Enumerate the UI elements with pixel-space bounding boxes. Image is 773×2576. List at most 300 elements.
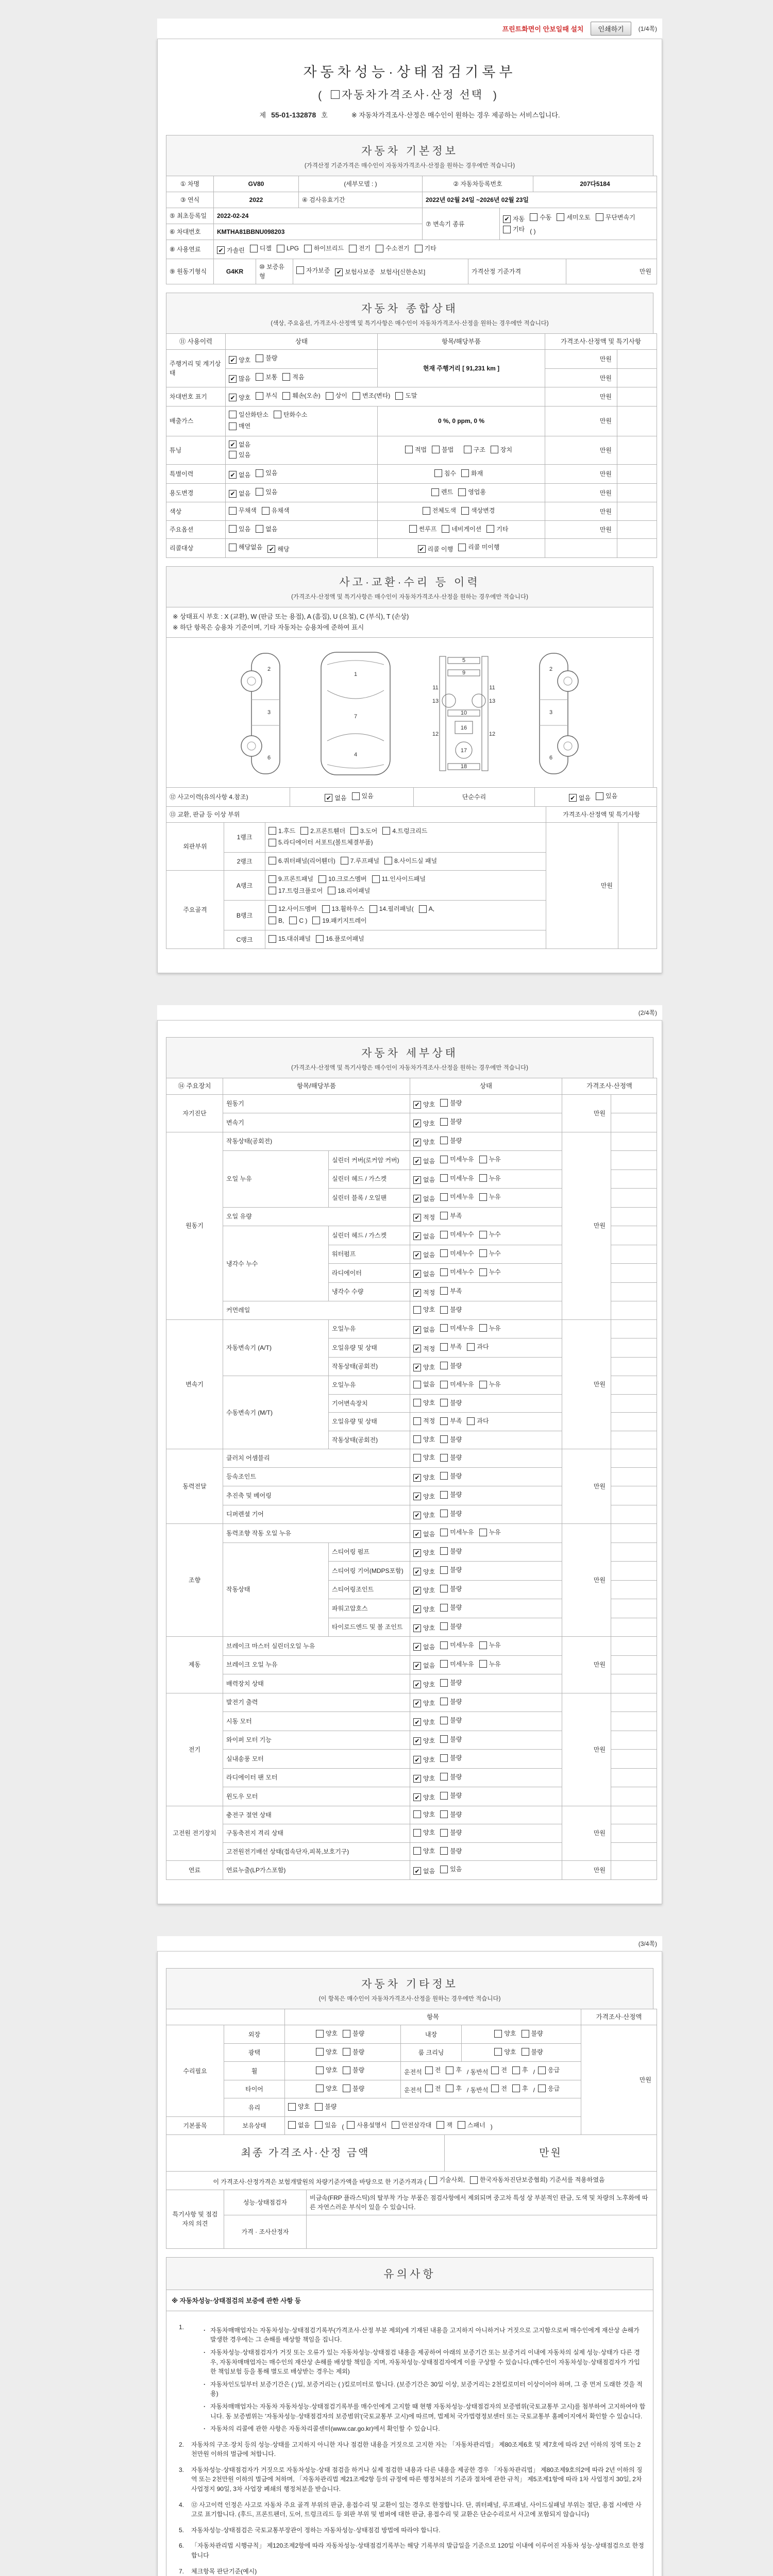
checkbox[interactable]: ✔ bbox=[413, 1512, 421, 1519]
label-cell: 클러치 어셈블리 bbox=[223, 1449, 410, 1468]
checkbox-option bbox=[503, 225, 525, 234]
checkbox-label: 양호 bbox=[423, 1829, 435, 1836]
checkbox[interactable]: ✔ bbox=[229, 356, 237, 364]
checkbox[interactable] bbox=[229, 411, 237, 418]
checkbox[interactable] bbox=[440, 1566, 448, 1574]
checkbox-label: 양호 bbox=[423, 1120, 435, 1127]
checkbox[interactable] bbox=[491, 446, 498, 453]
checkbox[interactable] bbox=[343, 2084, 350, 2092]
checkbox[interactable] bbox=[256, 469, 263, 477]
checkbox-label: 부족 bbox=[450, 1212, 462, 1219]
checkbox[interactable] bbox=[382, 827, 390, 835]
checkbox[interactable] bbox=[440, 1231, 448, 1239]
checkbox[interactable]: ✔ bbox=[413, 1364, 421, 1371]
checkbox[interactable] bbox=[440, 1792, 448, 1800]
checkbox[interactable] bbox=[479, 1174, 487, 1182]
section-note: (색상, 주요옵션, 가격조사·산정액 및 특기사항은 매수인이 자동차가격조사·산정을 원하는 경우에만 적습니다) bbox=[271, 320, 549, 327]
checkbox[interactable] bbox=[288, 2121, 296, 2129]
checkbox-label: 누유 bbox=[489, 1381, 501, 1388]
label-cell bbox=[611, 1806, 657, 1824]
checkbox[interactable] bbox=[341, 857, 348, 865]
checkbox[interactable] bbox=[530, 213, 537, 221]
checkbox[interactable] bbox=[316, 935, 324, 943]
checkbox[interactable] bbox=[268, 827, 276, 835]
checkbox[interactable] bbox=[596, 792, 603, 800]
checkbox[interactable] bbox=[440, 1510, 448, 1517]
checkbox[interactable] bbox=[446, 2066, 453, 2074]
checkbox-label: 양호 bbox=[423, 1474, 435, 1481]
label-cell bbox=[611, 1151, 657, 1170]
checkbox[interactable] bbox=[288, 2103, 296, 2111]
checkbox[interactable] bbox=[413, 1454, 421, 1462]
checkbox-option bbox=[331, 87, 483, 102]
label-cell: 만원 bbox=[545, 483, 617, 502]
checkbox[interactable]: ✔ bbox=[413, 1530, 421, 1538]
checkbox-label: 탄화수소 bbox=[283, 411, 308, 418]
checkbox[interactable] bbox=[479, 1231, 487, 1239]
checkbox[interactable]: ✔ bbox=[217, 246, 225, 254]
checkbox-option bbox=[503, 214, 525, 224]
checkbox[interactable]: ✔ bbox=[413, 1214, 421, 1222]
checkbox[interactable] bbox=[440, 1156, 448, 1163]
checkbox[interactable]: ✔ bbox=[413, 1474, 421, 1482]
checkbox[interactable] bbox=[369, 905, 377, 913]
checkbox[interactable] bbox=[315, 2103, 323, 2111]
checkbox[interactable] bbox=[429, 2176, 437, 2184]
label-cell: 내장 bbox=[401, 2025, 462, 2044]
checkbox-option bbox=[440, 1810, 462, 1819]
checkbox[interactable] bbox=[440, 1847, 448, 1855]
checkbox-label: 양호 bbox=[504, 2048, 516, 2056]
checkbox[interactable] bbox=[413, 1417, 421, 1425]
checkbox[interactable] bbox=[440, 1641, 448, 1649]
checkbox-option bbox=[413, 1642, 435, 1652]
checkbox[interactable] bbox=[425, 2066, 433, 2074]
checkbox[interactable] bbox=[328, 887, 335, 894]
checkbox[interactable] bbox=[479, 1529, 487, 1536]
inline-text: / bbox=[533, 2087, 535, 2094]
checkbox[interactable] bbox=[413, 1399, 421, 1406]
checkbox[interactable] bbox=[331, 90, 340, 99]
label-cell: ⑦ 변속기 종류 bbox=[423, 208, 500, 240]
checkbox[interactable]: ✔ bbox=[413, 1195, 421, 1202]
checkbox-label: 침수 bbox=[444, 469, 456, 477]
label-cell: 작동상태 bbox=[223, 1543, 329, 1637]
checkbox[interactable]: ✔ bbox=[413, 1101, 421, 1109]
checkbox[interactable] bbox=[256, 392, 263, 400]
status-cell bbox=[410, 1376, 562, 1395]
checkbox[interactable] bbox=[440, 1343, 448, 1351]
checkbox-label: 미세누수 bbox=[450, 1231, 474, 1238]
checkbox-label: 불량 bbox=[450, 1306, 462, 1313]
checkbox[interactable]: ✔ bbox=[413, 1549, 421, 1557]
checkbox-option bbox=[382, 826, 427, 836]
checkbox[interactable]: ✔ bbox=[325, 794, 332, 802]
checkbox[interactable] bbox=[440, 1399, 448, 1406]
checkbox[interactable] bbox=[479, 1324, 487, 1332]
checkbox[interactable] bbox=[442, 525, 449, 533]
install-notice-link[interactable]: 프린트화면이 안보일때 설치 bbox=[502, 25, 584, 33]
checkbox[interactable] bbox=[316, 2030, 324, 2038]
checkbox[interactable] bbox=[479, 1249, 487, 1257]
checkbox[interactable]: ✔ bbox=[413, 1251, 421, 1259]
checkbox-label: 불량 bbox=[352, 2066, 365, 2074]
checkbox-label: 불량 bbox=[450, 1698, 462, 1705]
checkbox[interactable]: ✔ bbox=[229, 490, 237, 498]
checkbox-option bbox=[413, 1680, 435, 1689]
checkbox[interactable] bbox=[491, 2084, 499, 2092]
checkbox[interactable] bbox=[352, 392, 360, 400]
checkbox[interactable] bbox=[413, 1381, 421, 1388]
checkbox[interactable] bbox=[440, 1679, 448, 1687]
checkbox-label: 양호 bbox=[504, 2030, 516, 2038]
checkbox[interactable] bbox=[229, 507, 237, 515]
checkbox[interactable] bbox=[440, 1099, 448, 1107]
checkbox-label: 한국자동차진단보증협회) 기준서를 적용하였음 bbox=[480, 2176, 605, 2184]
status-cell bbox=[285, 2098, 581, 2117]
checkbox[interactable] bbox=[296, 266, 304, 274]
checkbox[interactable]: ✔ bbox=[413, 1775, 421, 1783]
checkbox[interactable]: ✔ bbox=[413, 1700, 421, 1707]
checkbox[interactable] bbox=[467, 1417, 475, 1425]
checkbox[interactable] bbox=[440, 1212, 448, 1219]
checkbox[interactable] bbox=[440, 1491, 448, 1499]
checkbox[interactable] bbox=[250, 245, 258, 252]
checkbox-option bbox=[440, 1471, 462, 1481]
checkbox[interactable] bbox=[446, 2084, 453, 2092]
label-cell: 기어변속장치 bbox=[329, 1394, 410, 1413]
checkbox[interactable] bbox=[349, 245, 357, 252]
checkbox-option bbox=[413, 1250, 435, 1260]
checkbox[interactable] bbox=[461, 469, 469, 477]
label-cell: 윈도우 모터 bbox=[223, 1787, 410, 1806]
checkbox[interactable] bbox=[440, 1773, 448, 1781]
checkbox[interactable] bbox=[458, 544, 466, 551]
label-cell: ⑥ 차대번호 bbox=[166, 224, 214, 240]
label-cell: 시동 모터 bbox=[223, 1712, 410, 1731]
checkbox[interactable] bbox=[268, 875, 276, 883]
checkbox[interactable]: ✔ bbox=[413, 1624, 421, 1632]
checkbox[interactable]: ✔ bbox=[418, 545, 426, 553]
label-cell: 룸 크리닝 bbox=[401, 2043, 462, 2062]
checkbox-label: 불량 bbox=[325, 2103, 337, 2111]
label-cell bbox=[611, 1861, 657, 1880]
checkbox[interactable] bbox=[431, 488, 439, 496]
label-cell: ⑤ 최초등록일 bbox=[166, 208, 214, 224]
checkbox[interactable] bbox=[423, 507, 430, 515]
status-cell bbox=[410, 1170, 562, 1189]
checkbox[interactable] bbox=[557, 213, 564, 221]
checkbox[interactable] bbox=[413, 1829, 421, 1837]
checkbox[interactable] bbox=[229, 422, 237, 430]
status-cell bbox=[410, 1768, 562, 1787]
checkbox[interactable] bbox=[312, 917, 320, 924]
checkbox[interactable] bbox=[268, 935, 276, 943]
checkbox[interactable]: ✔ bbox=[413, 1643, 421, 1651]
checkbox[interactable] bbox=[405, 446, 413, 453]
checkbox[interactable] bbox=[262, 507, 270, 515]
checkbox[interactable] bbox=[440, 1754, 448, 1762]
checkbox[interactable] bbox=[436, 2121, 444, 2129]
checkbox[interactable] bbox=[512, 2066, 520, 2074]
label-cell bbox=[611, 1431, 657, 1449]
checkbox[interactable] bbox=[503, 226, 511, 233]
checkbox[interactable] bbox=[440, 1829, 448, 1837]
checkbox[interactable] bbox=[268, 887, 276, 894]
checkbox-label: 미세누유 bbox=[450, 1381, 474, 1388]
checkbox[interactable] bbox=[300, 827, 308, 835]
checkbox[interactable] bbox=[440, 1585, 448, 1592]
checkbox[interactable]: ✔ bbox=[413, 1737, 421, 1745]
checkbox[interactable] bbox=[326, 392, 333, 400]
checkbox-label: 불량 bbox=[450, 1679, 462, 1686]
checkbox[interactable] bbox=[440, 1249, 448, 1257]
label-cell bbox=[617, 350, 657, 369]
form-table bbox=[166, 1078, 657, 1880]
section-note: (가격조사·산정액 및 특기사항은 매수인이 자동차가격조사·산정을 원하는 경우에만 적습니다) bbox=[291, 594, 528, 600]
checkbox[interactable] bbox=[268, 857, 276, 865]
checkbox[interactable] bbox=[268, 917, 276, 924]
checkbox[interactable] bbox=[440, 1866, 448, 1873]
checkbox-option bbox=[440, 1603, 462, 1612]
checkbox[interactable]: ✔ bbox=[413, 1681, 421, 1688]
checkbox[interactable] bbox=[440, 1193, 448, 1201]
checkbox[interactable] bbox=[440, 1717, 448, 1724]
checkbox[interactable] bbox=[343, 2066, 350, 2074]
checkbox[interactable]: ✔ bbox=[413, 1326, 421, 1334]
checkbox[interactable]: ✔ bbox=[229, 471, 237, 479]
checkbox[interactable]: ✔ bbox=[413, 1157, 421, 1165]
label-cell: 가격조사·산정액 bbox=[581, 2009, 657, 2025]
checkbox[interactable] bbox=[479, 1268, 487, 1276]
checkbox[interactable] bbox=[425, 2084, 433, 2092]
checkbox[interactable]: ✔ bbox=[569, 794, 577, 802]
checkbox[interactable] bbox=[440, 1547, 448, 1555]
checkbox[interactable] bbox=[440, 1735, 448, 1743]
checkbox[interactable] bbox=[256, 488, 263, 496]
checkbox[interactable] bbox=[282, 373, 290, 381]
print-button[interactable]: 인쇄하기 bbox=[591, 22, 631, 36]
checkbox[interactable] bbox=[352, 792, 360, 800]
checkbox[interactable] bbox=[479, 1641, 487, 1649]
checkbox[interactable] bbox=[413, 1306, 421, 1314]
checkbox-label: 불량 bbox=[450, 1566, 462, 1573]
checkbox[interactable] bbox=[343, 2030, 350, 2038]
status-cell bbox=[226, 368, 378, 387]
checkbox-option bbox=[282, 391, 320, 400]
checkbox[interactable] bbox=[256, 525, 263, 533]
checkbox[interactable] bbox=[440, 1454, 448, 1462]
checkbox[interactable] bbox=[316, 2048, 324, 2056]
overall-status-table bbox=[166, 333, 653, 558]
checkbox[interactable] bbox=[440, 1660, 448, 1668]
vehicle-damage-diagram bbox=[166, 637, 653, 788]
checkbox[interactable]: ✔ bbox=[229, 394, 237, 401]
checkbox[interactable] bbox=[268, 839, 276, 846]
checkbox-label: 부족 bbox=[450, 1343, 462, 1350]
checkbox[interactable] bbox=[372, 875, 380, 883]
label-cell: 작동상태(공회전) bbox=[329, 1431, 410, 1449]
checkbox[interactable] bbox=[440, 1417, 448, 1425]
label-cell: 오일유량 및 상태 bbox=[329, 1413, 410, 1431]
checkbox[interactable]: ✔ bbox=[413, 1493, 421, 1500]
checkbox[interactable] bbox=[440, 1622, 448, 1630]
label-cell: 차대번호 표기 bbox=[166, 387, 226, 406]
checkbox[interactable] bbox=[440, 1118, 448, 1126]
checkbox-option bbox=[405, 445, 427, 454]
checkbox[interactable] bbox=[440, 1306, 448, 1314]
checkbox[interactable] bbox=[458, 2121, 465, 2129]
checkbox[interactable] bbox=[282, 392, 290, 400]
checkbox-option bbox=[467, 1342, 489, 1351]
checkbox[interactable] bbox=[229, 544, 237, 551]
checkbox-option bbox=[458, 543, 499, 552]
checkbox[interactable] bbox=[277, 245, 284, 252]
checkbox[interactable]: ✔ bbox=[413, 1605, 421, 1613]
checkbox[interactable] bbox=[268, 905, 276, 913]
checkbox[interactable] bbox=[440, 1529, 448, 1536]
label-cell: 커먼레일 bbox=[223, 1301, 410, 1320]
page-indicator-1: (1/4쪽) bbox=[638, 25, 657, 32]
checkbox[interactable]: ✔ bbox=[413, 1120, 421, 1127]
checkbox[interactable] bbox=[494, 2030, 502, 2038]
checkbox-label: 10.크로스멤버 bbox=[328, 875, 367, 883]
checkbox[interactable] bbox=[458, 488, 466, 496]
checkbox[interactable] bbox=[467, 1343, 475, 1351]
checkbox[interactable]: ✔ bbox=[229, 440, 237, 448]
checkbox[interactable] bbox=[316, 2084, 324, 2092]
checkbox-label: 불량 bbox=[450, 1435, 462, 1443]
checkbox[interactable] bbox=[486, 525, 494, 533]
checkbox[interactable] bbox=[315, 2121, 323, 2129]
checkbox-option bbox=[343, 2084, 364, 2093]
checkbox[interactable]: ✔ bbox=[413, 1345, 421, 1352]
checkbox[interactable]: ✔ bbox=[413, 1270, 421, 1278]
checkbox[interactable] bbox=[440, 1698, 448, 1705]
checkbox[interactable]: ✔ bbox=[413, 1587, 421, 1595]
checkbox-label: 양호 bbox=[423, 1775, 435, 1782]
checkbox[interactable] bbox=[229, 451, 237, 459]
checkbox-label: 있음 bbox=[450, 1866, 462, 1873]
checkbox[interactable] bbox=[343, 2048, 350, 2056]
checkbox[interactable] bbox=[395, 392, 403, 400]
checkbox[interactable] bbox=[470, 2176, 478, 2184]
checkbox[interactable] bbox=[464, 446, 472, 453]
checkbox[interactable] bbox=[522, 2030, 529, 2038]
checkbox[interactable] bbox=[522, 2048, 529, 2056]
checkbox[interactable] bbox=[316, 2066, 324, 2074]
label-cell: 튜닝 bbox=[166, 436, 226, 465]
checkbox[interactable]: ✔ bbox=[413, 1139, 421, 1146]
checkbox[interactable] bbox=[479, 1660, 487, 1668]
checkbox[interactable] bbox=[322, 905, 330, 913]
checkbox[interactable] bbox=[274, 411, 281, 418]
checkbox[interactable]: ✔ bbox=[413, 1662, 421, 1670]
checkbox[interactable] bbox=[479, 1193, 487, 1201]
checkbox[interactable] bbox=[413, 1435, 421, 1443]
checkbox[interactable] bbox=[419, 905, 427, 913]
checkbox[interactable] bbox=[440, 1435, 448, 1443]
checkbox[interactable] bbox=[538, 2066, 546, 2074]
checkbox-label: 가솔린 bbox=[227, 246, 245, 254]
checkbox[interactable]: ✔ bbox=[413, 1756, 421, 1764]
checkbox[interactable] bbox=[434, 469, 442, 477]
checkbox[interactable] bbox=[440, 1472, 448, 1480]
checkbox[interactable] bbox=[512, 2084, 520, 2092]
checkbox[interactable] bbox=[256, 373, 263, 381]
status-cell bbox=[410, 1562, 562, 1581]
checkbox[interactable]: ✔ bbox=[413, 1176, 421, 1184]
checkbox[interactable]: ✔ bbox=[413, 1867, 421, 1875]
checkbox[interactable] bbox=[409, 525, 417, 533]
checkbox[interactable]: ✔ bbox=[413, 1718, 421, 1726]
checkbox[interactable] bbox=[479, 1381, 487, 1388]
checkbox[interactable] bbox=[440, 1810, 448, 1818]
checkbox[interactable] bbox=[304, 245, 312, 252]
checkbox[interactable] bbox=[440, 1137, 448, 1144]
checkbox[interactable] bbox=[413, 1810, 421, 1818]
checkbox[interactable] bbox=[596, 213, 603, 221]
checkbox[interactable] bbox=[440, 1324, 448, 1332]
checkbox[interactable]: ✔ bbox=[229, 375, 237, 383]
checkbox[interactable] bbox=[440, 1287, 448, 1295]
checkbox[interactable] bbox=[440, 1174, 448, 1182]
checkbox[interactable] bbox=[289, 917, 297, 924]
checkbox[interactable]: ✔ bbox=[267, 545, 275, 553]
checkbox[interactable]: ✔ bbox=[413, 1793, 421, 1801]
status-cell bbox=[410, 1207, 562, 1226]
label-cell: 고전원 전기장치 bbox=[166, 1806, 223, 1861]
status-cell bbox=[410, 1301, 562, 1320]
label-cell: 만원 bbox=[545, 520, 617, 539]
checkbox[interactable]: ✔ bbox=[503, 215, 511, 223]
checkbox[interactable] bbox=[538, 2084, 546, 2092]
checkbox[interactable] bbox=[432, 446, 440, 453]
checkbox[interactable] bbox=[347, 2121, 355, 2129]
note-item: 5. 자동차성능·상태점검은 국토교통부장관이 정하는 자동차성능·상태점검 방법에 따라야 합니다. bbox=[179, 2526, 441, 2534]
checkbox[interactable]: ✔ bbox=[335, 268, 343, 276]
checkbox[interactable] bbox=[318, 875, 326, 883]
checkbox[interactable] bbox=[392, 2121, 399, 2129]
checkbox[interactable] bbox=[440, 1604, 448, 1612]
checkbox[interactable] bbox=[415, 245, 423, 252]
checkbox-option bbox=[256, 487, 277, 497]
checkbox-label: 9.프론트패널 bbox=[278, 875, 313, 883]
status-cell bbox=[410, 1618, 562, 1637]
checkbox[interactable] bbox=[491, 2066, 499, 2074]
checkbox[interactable]: ✔ bbox=[413, 1568, 421, 1575]
checkbox-option bbox=[464, 445, 485, 454]
checkbox[interactable] bbox=[479, 1156, 487, 1163]
form-table bbox=[166, 176, 657, 192]
checkbox[interactable] bbox=[376, 245, 383, 252]
checkbox[interactable] bbox=[229, 525, 237, 533]
checkbox[interactable] bbox=[440, 1268, 448, 1276]
checkbox[interactable] bbox=[384, 857, 392, 865]
checkbox[interactable]: ✔ bbox=[413, 1232, 421, 1240]
checkbox-option bbox=[425, 2065, 441, 2075]
checkbox[interactable] bbox=[440, 1362, 448, 1369]
checkbox[interactable] bbox=[461, 507, 469, 515]
checkbox[interactable]: ✔ bbox=[413, 1289, 421, 1297]
checkbox[interactable] bbox=[440, 1381, 448, 1388]
checkbox[interactable] bbox=[413, 1847, 421, 1855]
label-cell: 라디에이터 bbox=[329, 1264, 410, 1283]
checkbox[interactable] bbox=[494, 2048, 502, 2056]
checkbox[interactable] bbox=[350, 827, 358, 835]
checkbox[interactable] bbox=[256, 354, 263, 362]
label-cell bbox=[611, 1226, 657, 1245]
